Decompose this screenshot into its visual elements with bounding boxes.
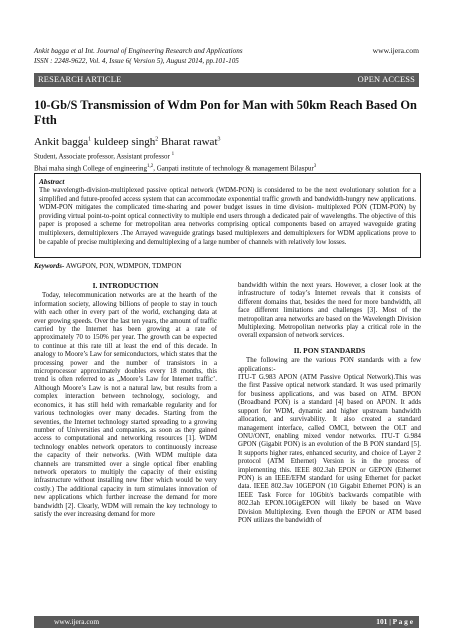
pon-standards-intro: The following are the various PON standards with a few applications:- [238, 357, 421, 373]
author-name: Bharat rawat [158, 136, 218, 148]
page-footer [34, 616, 419, 628]
left-column [34, 282, 217, 519]
author-name: Ankit bagga [34, 136, 89, 148]
introduction-continued: bandwidth within the next years. However, a closer look at the infrastructure of today’s Internet reveals that it consists of different domains that, besides the need for more bandwidth, all face different limitations and challenges [3]. Most of the metropolitan area networks are based on the Wavelength Division Multiplexing. Metropolitan networks play a critical role in the overall expansion of network services. [238, 282, 421, 340]
header-site-link[interactable]: www.ijera.com [372, 46, 419, 55]
roles-sup: 1 [171, 152, 175, 157]
institution-sup: 1,2 [146, 163, 154, 169]
abstract-box [34, 173, 421, 258]
pon-standards-paragraph: ITU-T G.983 APON (ATM Passive Optical Network).This was the first Passive optical network standard. It was used primarily for business applications, and was based on ATM. BPON (Broadband PON) is a standard [4] based on APON. It adds support for WDM, dynamic and higher upstream bandwidth allocation, and survivability. It also created a standard management interface, called OMCI, between the OLT and ONU/ONT, enabling mixed vendor networks. ITU-T G.984 GPON (Gigabit PON) is an evolution of the B PON standard [5]. It supports higher rates, enhanced security, and choice of Layer 2 protocol (ATM Ethernet) Version is in the process of implementing this. IEEE 802.3ah EPON or GEPON (Ethernet PON) is an IEEE/EFM standard for using Ethernet for packet data. IEEE 802.3av 10GEPON (10 Gigabit Ethernet PON) is an IEEE Task Force for 10Gbit/s backwards compatible with 802.3ah EPON.10GigEPON will likely be based on Wave Division Multiplexing. Even though the EPON or ATM based PON utilizes the bandwidth of [238, 374, 421, 524]
institution-sup: 3 [313, 163, 317, 169]
paper-title: 10-Gb/S Transmission of Wdm Pon for Man with 50km Reach Based On Ftth [34, 98, 417, 127]
author-roles [34, 150, 419, 162]
right-column [238, 282, 421, 525]
roles-text: Student, Associate professor, Assistant professor [34, 152, 170, 161]
section-heading-introduction: I. INTRODUCTION [92, 281, 159, 290]
keywords-text: AWGPON, PON, WDMPON, TDMPON [64, 262, 182, 270]
author-sup: 1 [88, 136, 92, 143]
journal-line-1: Ankit bagga et al Int. Journal of Engineering Research and Applications [34, 47, 243, 55]
journal-line-2: ISSN : 2248-9622, Vol. 4, Issue 6( Version 5), August 2014, pp.101-105 [34, 57, 239, 65]
abstract-heading: Abstract [39, 177, 65, 186]
institution-1: Bhai maha singh College of engineering [34, 164, 147, 173]
section-heading-pon-standards: II. PON STANDARDS [293, 345, 366, 355]
affiliations [34, 150, 419, 174]
introduction-paragraph: Today, telecommunication networks are at the hearth of the information society, allowing billions of people to stay in touch with each other in every part of the world, exchanging data at ever growing speeds. Over the last ten years, the amount of traffic carried by the Internet has been growing at a rate of approximately 70 to 150% per year. The growth can be expected to continue at this rate till at least the end of this decade. In analogy to Moore’s Law for semiconductors, which states that the processing power and the number of transistors in a microprocessor approximately doubles every 18 months, this trend is often referred to as „Moore’s Law for Internet traffic’. Although Moore’s Law is not a natural law, but results from a complex interaction between technology, sociology, and economics, it has still held with remarkable regularity and for various technologies over many decades. Starting from the seventies, the Internet technology started spreading to a growing number of Universities and companies, as soon as they gained access to computational and networking resources [1]. WDM technology enables network operators to continuously increase the capacity of their networks. (With WDM multiple data channels are transmitted over a single optical fiber enabling network operators to multiply the capacity of their existing infrastructure without installing new fiber which would be very costly.) The additional capacity in turn stimulates innovation of new applications which further increase the demand for more bandwidth [2]. Clearly, WDM will remain the key technology to satisfy the ever increasing demand for more [34, 292, 217, 518]
article-banner [34, 73, 419, 87]
author-name: kuldeep singh [91, 136, 156, 148]
page-number: 101 | P a g e [376, 617, 413, 626]
access-type-label: OPEN ACCESS [357, 75, 415, 84]
keywords-label: Keywords- [34, 262, 65, 270]
institution-2: , Ganpati institute of technology & management Bilaspur [153, 164, 314, 173]
author-sup: 2 [155, 136, 159, 143]
journal-citation [34, 46, 334, 66]
author-sup: 3 [217, 136, 221, 143]
abstract-text: The wavelength-division-multiplexed passive optical network (WDM-PON) is considered to be the next evolutionary solution for a simplified and future-proofed access system that can accommodate exponential traffic growth and bandwidth-hungry new applications. WDM-PON mitigates the complicated time-sharing and power budget issues in time division- multiplexed PON (TDM-PON) by providing virtual point-to-point optical connectivity to multiple end users through a dedicated pair of wavelengths. The objective of this paper is proposed a scheme for metropolitan area networks comprising optical components based on arrayed waveguide grating multiplexers, demultiplexers .The Arrayed waveguide gratings based multiplexers and demultiplexers for WDM applications prove to be capable of precise multiplexing and demultiplexing of a large number of channels with relatively low losses. [39, 187, 416, 246]
article-type-label: RESEARCH ARTICLE [38, 75, 122, 84]
author-list [34, 136, 221, 148]
author-institutions [34, 162, 419, 174]
footer-site-link[interactable]: www.ijera.com [54, 617, 100, 626]
keywords [34, 262, 182, 270]
